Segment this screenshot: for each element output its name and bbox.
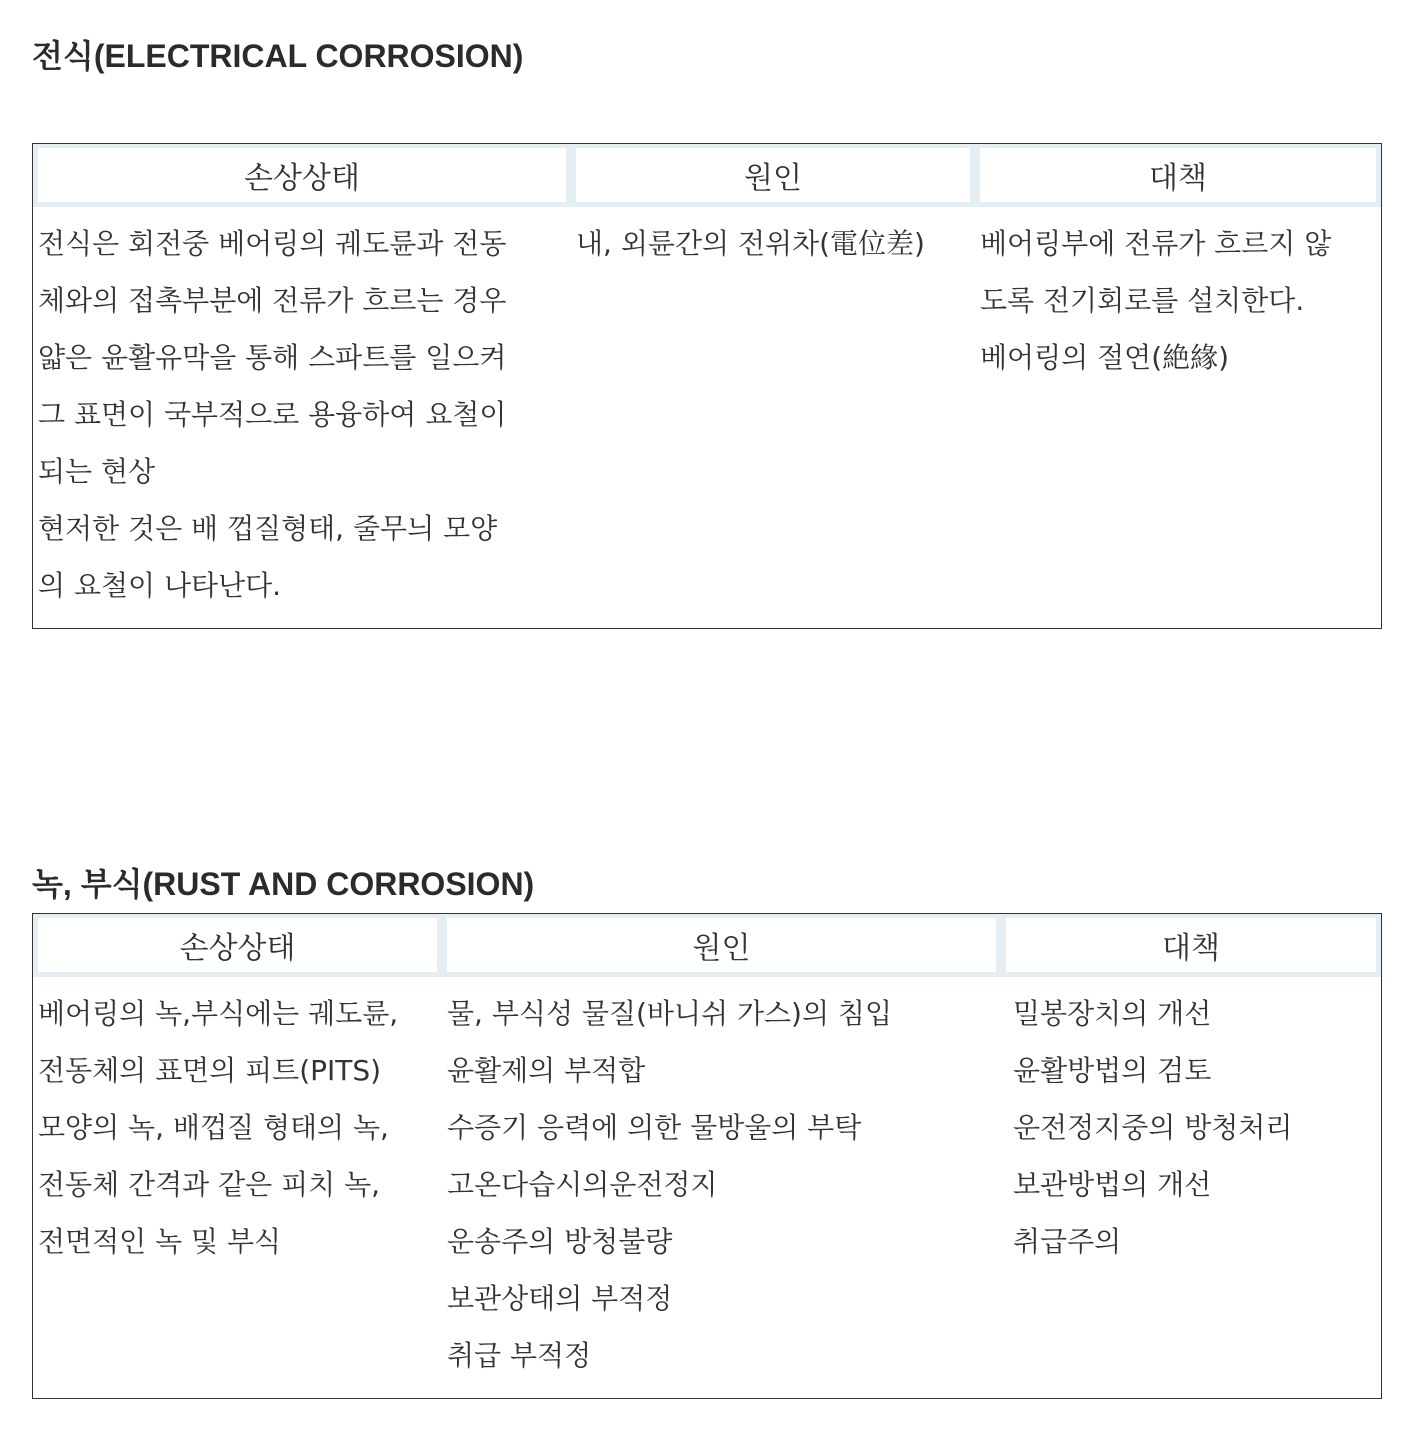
remedy-line: 베어링의 절연(絶緣) (980, 341, 1230, 374)
remedy-line: 밀봉장치의 개선 (1013, 997, 1212, 1030)
remedy-line: 보관방법의 개선 (1013, 1168, 1212, 1201)
remedy-line: 도록 전기회로를 설치한다. (980, 284, 1305, 317)
header-remedy: 대책 (1001, 914, 1381, 977)
table-row (33, 207, 1381, 628)
remedy-line: 윤활방법의 검토 (1013, 1054, 1212, 1087)
damage-line: 전식은 회전중 베어링의 궤도륜과 전동 (38, 227, 507, 260)
damage-line: 체와의 접촉부분에 전류가 흐르는 경우 (38, 284, 507, 317)
table-header-row (33, 144, 1381, 207)
cause-cell (571, 207, 975, 628)
header-cause: 원인 (442, 914, 1001, 977)
damage-line: 얇은 윤활유막을 통해 스파트를 일으켜 (38, 341, 507, 374)
rust-corrosion-table (32, 913, 1382, 1399)
section-title-electrical-corrosion: 전식(ELECTRICAL CORROSION) (32, 38, 524, 74)
cause-line: 내, 외륜간의 전위차(電位差) (576, 227, 925, 260)
damage-line: 전동체 간격과 같은 피치 녹, (38, 1168, 381, 1201)
electrical-corrosion-table (32, 143, 1382, 629)
cause-line: 운송주의 방청불량 (447, 1225, 673, 1258)
header-cause: 원인 (571, 144, 975, 207)
remedy-cell (1001, 977, 1381, 1398)
damage-line: 전동체의 표면의 피트(PITS) (38, 1054, 382, 1087)
cause-line: 수증기 응력에 의한 물방울의 부탁 (447, 1111, 862, 1144)
damage-line: 모양의 녹, 배껍질 형태의 녹, (38, 1111, 389, 1144)
section-title-rust-and-corrosion: 녹, 부식(RUST AND CORROSION) (32, 866, 535, 902)
cause-line: 물, 부식성 물질(바니쉬 가스)의 침입 (447, 997, 893, 1030)
cause-line: 고온다습시의운전정지 (447, 1168, 718, 1201)
damage-line: 현저한 것은 배 껍질형태, 줄무늬 모양 (38, 512, 498, 545)
damage-line: 전면적인 녹 및 부식 (38, 1225, 282, 1258)
header-damage: 손상상태 (33, 144, 571, 207)
remedy-line: 베어링부에 전류가 흐르지 않 (980, 227, 1332, 260)
table-row (33, 977, 1381, 1398)
damage-cell (33, 977, 442, 1398)
cause-line: 취급 부적정 (447, 1339, 592, 1372)
header-damage: 손상상태 (33, 914, 442, 977)
damage-line: 그 표면이 국부적으로 용융하여 요철이 (38, 398, 507, 431)
header-remedy: 대책 (975, 144, 1381, 207)
cause-cell (442, 977, 1001, 1398)
cause-line: 윤활제의 부적합 (447, 1054, 646, 1087)
cause-line: 보관상태의 부적정 (447, 1282, 673, 1315)
remedy-line: 운전정지중의 방청처리 (1013, 1111, 1293, 1144)
damage-line: 되는 현상 (38, 455, 156, 488)
table-header-row (33, 914, 1381, 977)
damage-cell (33, 207, 571, 628)
damage-line: 베어링의 녹,부식에는 궤도륜, (38, 997, 399, 1030)
remedy-line: 취급주의 (1013, 1225, 1122, 1258)
damage-line: 의 요철이 나타난다. (38, 569, 282, 602)
remedy-cell (975, 207, 1381, 628)
